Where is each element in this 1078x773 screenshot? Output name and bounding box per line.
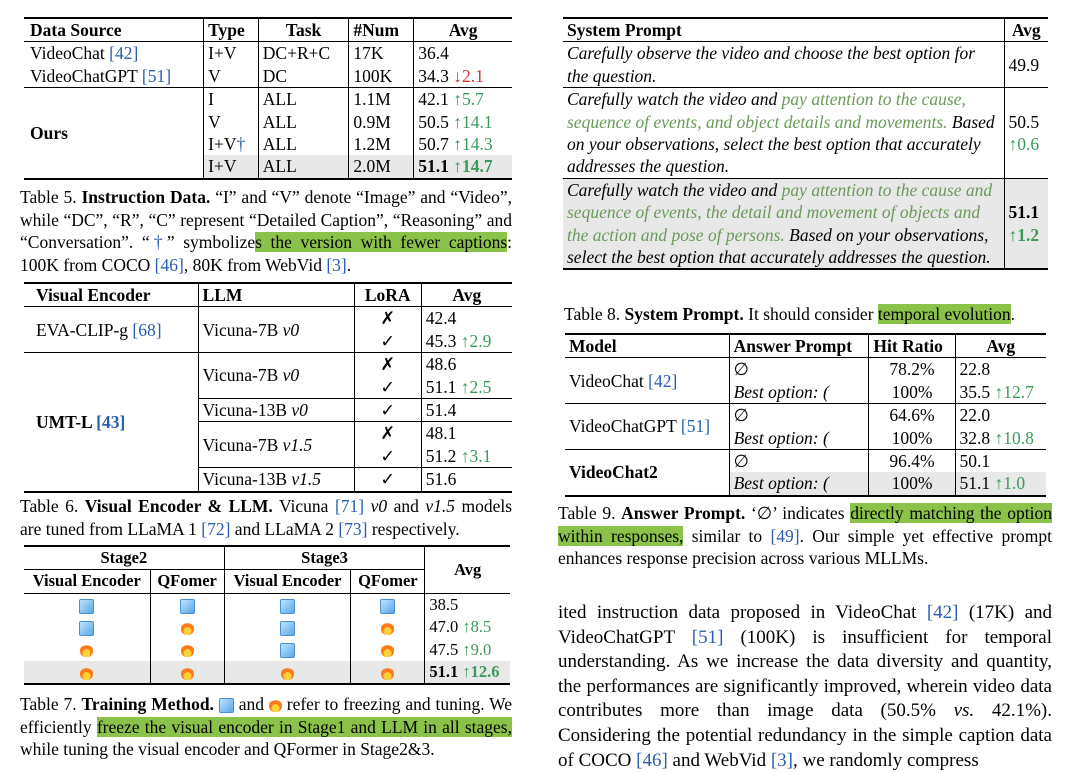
body-text: (100K) is insufficient for temporal understanding. As we increase the data diversity and quantity, the performances are significantly improved, wherein video data contributes more than image data (50.5% <box>558 626 1052 722</box>
t7-icon-cell <box>150 593 224 616</box>
caption-text: and <box>387 496 426 516</box>
t6-lora: ✓ <box>354 376 421 399</box>
t9-hit-ratio: 96.4% <box>869 450 955 473</box>
fire-icon <box>281 667 294 680</box>
caption-label: Table 9. <box>558 503 616 523</box>
t5-source-videochatgpt: VideoChatGPT [51] <box>30 65 172 86</box>
t6-header-lora: LoRA <box>354 283 421 307</box>
t5-cell: 50.7 ↑14.3 <box>414 133 512 155</box>
table-7 <box>24 545 510 685</box>
t5-cell: DC <box>258 65 349 88</box>
caption-dagger: † <box>149 232 167 253</box>
caption-title: Answer Prompt. <box>621 503 746 523</box>
t5-header-task: Task <box>258 18 349 42</box>
t6-avg: 45.3 ↑2.9 <box>421 330 512 353</box>
t5-cell: 17K <box>349 42 414 65</box>
table-row <box>24 639 510 661</box>
citation-link[interactable]: [46] <box>636 749 668 771</box>
citation-link[interactable]: [3] <box>326 254 347 275</box>
t9-answer-prompt: ∅ <box>729 404 869 427</box>
fire-icon <box>80 667 93 680</box>
freeze-icon <box>180 599 195 614</box>
freeze-icon <box>380 599 395 614</box>
t7-avg: 51.1 ↑12.6 <box>425 661 510 684</box>
caption-text: “I” and “V” denote “Image” and “Video”, while “DC”, “R”, “C” represent “Detailed Caption”, “Reasoning” and “Conversation”. “ <box>20 187 512 253</box>
t6-avg: 51.1 ↑2.5 <box>421 376 512 399</box>
t9-hit-ratio: 100% <box>869 427 955 450</box>
t7-stage2: Stage2 <box>24 546 224 570</box>
t9-caption <box>558 502 1052 570</box>
citation-link[interactable]: [3] <box>770 749 793 771</box>
table-8 <box>563 17 1048 270</box>
t6-llm: Vicuna-7B v0 <box>198 307 354 353</box>
t9-avg: 51.1 ↑1.0 <box>955 472 1046 495</box>
caption-highlight: directly matching the option within responses, <box>558 503 1052 546</box>
t9-avg: 22.0 <box>955 404 1046 427</box>
t7-icon-cell <box>150 616 224 638</box>
t5-cell: I <box>204 88 259 111</box>
freeze-icon <box>280 621 295 636</box>
t5-cell: 36.4 <box>414 42 512 65</box>
t6-encoder-eva: EVA-CLIP-g [68] <box>24 307 198 353</box>
t5-caption <box>20 186 512 276</box>
caption-label: Table 6. <box>20 496 79 516</box>
t7-header-avg: Avg <box>425 546 510 593</box>
table-6 <box>24 282 512 493</box>
t6-header-encoder: Visual Encoder <box>36 285 151 305</box>
t5-header-source: Data Source <box>30 20 122 40</box>
caption-text: similar to <box>683 525 771 546</box>
t5-cell: V <box>204 65 259 88</box>
t7-ve3: Visual Encoder <box>224 570 351 593</box>
citation-link[interactable]: [72] <box>201 518 231 539</box>
t5-cell: V <box>204 111 259 133</box>
t5-cell: ALL <box>258 133 349 155</box>
t9-hit-ratio: 100% <box>869 472 955 495</box>
t7-stage3: Stage3 <box>224 546 425 570</box>
t7-icon-cell <box>224 616 351 638</box>
t5-cell: ALL <box>258 88 349 111</box>
t7-icon-cell <box>351 593 425 616</box>
fire-icon <box>80 644 93 657</box>
caption-title: Visual Encoder & LLM. <box>84 496 273 516</box>
t6-lora: ✓ <box>354 468 421 492</box>
t5-cell: ALL <box>258 111 349 133</box>
t6-lora: ✓ <box>354 445 421 468</box>
t8-header-prompt: System Prompt <box>567 20 682 40</box>
t7-qf3: QFomer <box>351 570 425 593</box>
caption-text: while tuning the visual encoder and QFormer in Stage2&3. <box>20 739 435 760</box>
caption-label: Table 5. <box>20 187 77 207</box>
t9-header-hit: Hit Ratio <box>869 334 955 358</box>
t7-avg: 47.5 ↑9.0 <box>425 639 510 661</box>
t9-answer-prompt: ∅ <box>729 358 869 381</box>
t5-cell: DC+R+C <box>258 42 349 65</box>
t9-answer-prompt: ∅ <box>729 450 869 473</box>
t7-caption <box>20 693 512 761</box>
t9-hit-ratio: 78.2% <box>869 358 955 381</box>
t5-ours-label: Ours <box>30 122 68 143</box>
t9-avg: 35.5 ↑12.7 <box>955 381 1046 404</box>
t6-llm: Vicuna-7B v0 <box>198 353 354 399</box>
t5-cell: 34.3 ↓2.1 <box>414 65 512 88</box>
t6-lora: ✗ <box>354 307 421 330</box>
t7-qf2: QFomer <box>150 570 224 593</box>
t6-header-avg: Avg <box>421 283 512 307</box>
t9-header-answer: Answer Prompt <box>729 334 869 358</box>
caption-text: and LLaMA 2 <box>230 518 339 539</box>
t9-hit-ratio: 100% <box>869 381 955 404</box>
t6-avg: 51.4 <box>421 399 512 422</box>
table-row <box>565 450 1046 473</box>
t5-header-num: #Num <box>349 18 414 42</box>
caption-highlight: temporal evolution <box>877 304 1011 324</box>
caption-text: models are tuned from LLaMA 1 <box>20 496 513 539</box>
t7-icon-cell <box>24 639 150 661</box>
t7-icon-cell <box>24 661 150 684</box>
fire-icon <box>269 699 282 712</box>
caption-title: Instruction Data. <box>81 187 211 207</box>
t8-caption <box>564 303 1054 326</box>
t5-cell: 1.1M <box>349 88 414 111</box>
t9-avg: 50.1 <box>955 450 1046 473</box>
t9-header-avg: Avg <box>955 334 1046 358</box>
caption-text: Vicuna <box>272 496 335 516</box>
table-row <box>24 616 510 638</box>
t6-avg: 48.6 <box>421 353 512 376</box>
t6-caption <box>20 495 512 540</box>
t9-avg: 22.8 <box>955 358 1046 381</box>
caption-highlight: s the version with fewer captions <box>255 232 508 253</box>
t6-avg: 48.1 <box>421 422 512 445</box>
body-text: ited instruction data proposed in VideoChat <box>558 602 927 623</box>
t5-header-type: Type <box>204 18 259 42</box>
t7-icon-cell <box>351 639 425 661</box>
fire-icon <box>381 644 394 657</box>
citation-link[interactable]: [49] <box>770 525 800 546</box>
t9-hit-ratio: 64.6% <box>869 404 955 427</box>
t5-cell: I+V <box>204 155 259 178</box>
caption-label: Table 7. <box>20 694 77 714</box>
t5-cell: 50.5 ↑14.1 <box>414 111 512 133</box>
fire-icon <box>181 644 194 657</box>
body-text: (17K) and VideoChatGPT <box>558 602 1053 648</box>
fire-icon <box>181 667 194 680</box>
t7-icon-cell <box>224 661 351 684</box>
t6-lora: ✗ <box>354 353 421 376</box>
t7-avg: 38.5 <box>425 593 510 616</box>
table-row <box>565 358 1046 381</box>
t5-cell: 1.2M <box>349 133 414 155</box>
t9-header-model: Model <box>569 336 617 356</box>
t7-icon-cell <box>224 639 351 661</box>
freeze-icon <box>280 599 295 614</box>
t9-answer-prompt: Best option: ( <box>729 472 869 495</box>
t8-prompt-1: Carefully observe the video and choose the best option for the question. <box>567 43 976 86</box>
caption-text: . <box>346 254 352 275</box>
t7-avg: 47.0 ↑8.5 <box>425 616 510 638</box>
t5-cell: 0.9M <box>349 111 414 133</box>
t7-icon-cell <box>150 661 224 684</box>
body-paragraph <box>558 601 1052 773</box>
t9-avg: 32.8 ↑10.8 <box>955 427 1046 450</box>
t9-model: VideoChat [42] <box>565 358 729 404</box>
caption-highlight: freeze the visual encoder in Stage1 and LLM in all stages, <box>96 716 512 737</box>
citation-link[interactable]: [51] <box>691 626 724 648</box>
citation-link[interactable]: [46] <box>154 254 184 275</box>
t5-cell: 100K <box>349 65 414 88</box>
t6-lora: ✗ <box>354 422 421 445</box>
t6-avg: 51.6 <box>421 468 512 492</box>
t8-avg-1: 49.9 <box>1004 42 1048 88</box>
caption-text: , 80K from WebVid <box>183 254 327 275</box>
caption-text: : 100K from COCO <box>20 232 513 275</box>
t7-icon-cell <box>24 593 150 616</box>
t6-llm: Vicuna-7B v1.5 <box>198 422 354 468</box>
t9-answer-prompt: Best option: ( <box>729 427 869 450</box>
t6-avg: 51.2 ↑3.1 <box>421 445 512 468</box>
t6-llm: Vicuna-13B v1.5 <box>198 468 354 492</box>
caption-label: Table 8. <box>564 304 621 324</box>
body-text: 42.1%). Considering the potential redundancy in the simple caption data of COCO <box>558 700 1053 771</box>
t9-answer-prompt: Best option: ( <box>729 381 869 404</box>
t6-llm: Vicuna-13B v0 <box>198 399 354 422</box>
table-row <box>24 593 510 616</box>
caption-italic: v1.5 <box>425 496 455 516</box>
caption-title: Training Method. <box>81 694 214 714</box>
t5-cell: 42.1 ↑5.7 <box>414 88 512 111</box>
fire-icon <box>381 622 394 635</box>
t5-cell: I+V <box>204 42 259 65</box>
t8-prompt-2: Carefully watch the video and pay attention to the cause, sequence of events, and object details and movements. Based on your observations, select the best option that accurately addresses the question. <box>567 89 995 177</box>
body-text: , we randomly compress <box>792 749 979 771</box>
fire-icon <box>181 622 194 635</box>
citation-link[interactable]: [71] <box>334 496 365 516</box>
table-row <box>565 404 1046 427</box>
freeze-icon <box>280 643 295 658</box>
t5-header-avg: Avg <box>414 18 512 42</box>
t8-prompt-3: Carefully watch the video and pay attention to the cause and sequence of events, the detail and movement of objects and the action and pose of persons. Based on your observations, select the best option that accurately addresses the question. <box>563 178 1004 269</box>
t5-source-videochat: VideoChat [42] <box>30 43 139 64</box>
caption-text: refer to freezing and tuning. We efficiently <box>20 694 513 737</box>
t7-ve2: Visual Encoder <box>32 571 141 591</box>
citation-link[interactable]: [42] <box>926 602 959 623</box>
caption-italic: v0 <box>370 496 388 516</box>
table-row <box>24 661 510 684</box>
caption-text: It should consider <box>743 304 878 324</box>
t5-cell: 51.1 ↑14.7 <box>414 155 512 178</box>
body-italic: vs. <box>953 700 975 722</box>
caption-text: ‘∅’ indicates <box>745 503 851 523</box>
caption-text: ” symbolize <box>166 232 256 253</box>
caption-text: . Our simple yet effective prompt enhances response precision across various MLLMs. <box>558 525 1052 569</box>
t6-lora: ✓ <box>354 330 421 353</box>
t8-avg-3: 51.1 ↑1.2 <box>1004 178 1048 269</box>
freeze-icon <box>79 599 94 614</box>
t7-icon-cell <box>150 639 224 661</box>
t9-model: VideoChatGPT [51] <box>565 404 729 450</box>
body-text: and WebVid <box>667 749 771 771</box>
t6-encoder-umt: UMT-L [43] <box>24 353 198 492</box>
caption-title: System Prompt. <box>624 304 744 324</box>
caption-text: respectively. <box>367 518 460 539</box>
t6-lora: ✓ <box>354 399 421 422</box>
t6-avg: 42.4 <box>421 307 512 330</box>
caption-text: and <box>233 694 269 714</box>
t9-model: VideoChat2 <box>565 450 729 496</box>
fire-icon <box>381 667 394 680</box>
t5-cell: 2.0M <box>349 155 414 178</box>
t6-header-llm: LLM <box>198 283 354 307</box>
t5-cell: I+V† <box>204 133 259 155</box>
t7-icon-cell <box>351 616 425 638</box>
t7-icon-cell <box>224 593 351 616</box>
citation-link[interactable]: [73] <box>338 518 368 539</box>
t7-icon-cell <box>24 616 150 638</box>
table-5 <box>24 17 512 180</box>
freeze-icon <box>79 621 94 636</box>
t5-cell: ALL <box>258 155 349 178</box>
table-9 <box>565 333 1046 497</box>
caption-text: . <box>1010 304 1015 324</box>
t7-icon-cell <box>351 661 425 684</box>
t8-header-avg: Avg <box>1004 18 1048 42</box>
t8-avg-2: 50.5 ↑0.6 <box>1004 88 1048 179</box>
freeze-icon <box>219 698 234 713</box>
